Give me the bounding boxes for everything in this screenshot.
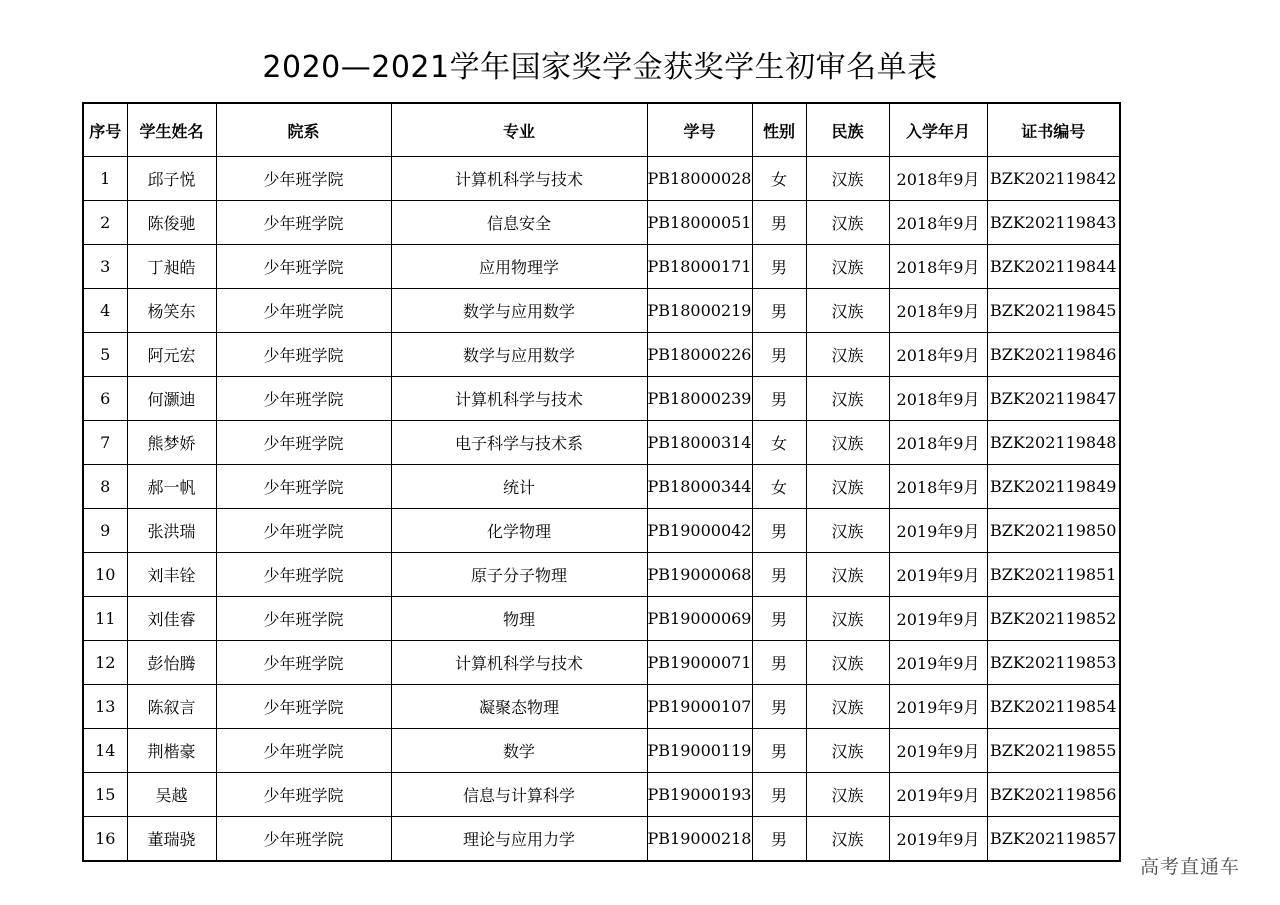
cell-certificate-number: BZK202119849 (987, 465, 1120, 509)
cell-gender: 男 (752, 245, 806, 289)
cell-student-id: PB19000042 (647, 509, 752, 553)
cell-enrollment-date: 2018年9月 (889, 333, 987, 377)
header-ethnicity: 民族 (806, 103, 889, 157)
cell-major: 计算机科学与技术 (391, 157, 647, 201)
cell-department: 少年班学院 (216, 157, 391, 201)
cell-certificate-number: BZK202119845 (987, 289, 1120, 333)
cell-student-id: PB19000069 (647, 597, 752, 641)
header-certificate-number: 证书编号 (987, 103, 1120, 157)
watermark-text: 高考直通车 (1140, 856, 1241, 878)
cell-index: 9 (83, 509, 127, 553)
cell-department: 少年班学院 (216, 289, 391, 333)
cell-student-name: 荆楷豪 (127, 729, 216, 773)
table-row (83, 333, 1120, 377)
scholarship-roster-table (82, 102, 1121, 862)
cell-enrollment-date: 2019年9月 (889, 729, 987, 773)
cell-major: 数学与应用数学 (391, 333, 647, 377)
cell-major: 理论与应用力学 (391, 817, 647, 862)
cell-student-name: 邱子悦 (127, 157, 216, 201)
cell-index: 10 (83, 553, 127, 597)
cell-certificate-number: BZK202119848 (987, 421, 1120, 465)
cell-department: 少年班学院 (216, 465, 391, 509)
cell-ethnicity: 汉族 (806, 817, 889, 862)
cell-certificate-number: BZK202119847 (987, 377, 1120, 421)
cell-major: 物理 (391, 597, 647, 641)
cell-student-name: 郝一帆 (127, 465, 216, 509)
cell-department: 少年班学院 (216, 597, 391, 641)
cell-enrollment-date: 2018年9月 (889, 245, 987, 289)
cell-certificate-number: BZK202119846 (987, 333, 1120, 377)
cell-index: 6 (83, 377, 127, 421)
cell-student-name: 何灏迪 (127, 377, 216, 421)
table-row (83, 201, 1120, 245)
cell-student-name: 陈俊驰 (127, 201, 216, 245)
cell-gender: 男 (752, 685, 806, 729)
cell-certificate-number: BZK202119842 (987, 157, 1120, 201)
cell-ethnicity: 汉族 (806, 685, 889, 729)
cell-index: 15 (83, 773, 127, 817)
cell-student-name: 阿元宏 (127, 333, 216, 377)
page-title: 2020—2021学年国家奖学金获奖学生初审名单表 (262, 50, 938, 85)
cell-enrollment-date: 2019年9月 (889, 817, 987, 862)
cell-student-id: PB19000218 (647, 817, 752, 862)
cell-department: 少年班学院 (216, 817, 391, 862)
cell-enrollment-date: 2018年9月 (889, 289, 987, 333)
cell-student-id: PB19000119 (647, 729, 752, 773)
table-row (83, 641, 1120, 685)
table-row (83, 773, 1120, 817)
cell-gender: 男 (752, 553, 806, 597)
cell-ethnicity: 汉族 (806, 201, 889, 245)
cell-student-name: 吴越 (127, 773, 216, 817)
cell-gender: 男 (752, 773, 806, 817)
header-department: 院系 (216, 103, 391, 157)
cell-department: 少年班学院 (216, 685, 391, 729)
cell-index: 14 (83, 729, 127, 773)
cell-department: 少年班学院 (216, 773, 391, 817)
cell-student-id: PB19000071 (647, 641, 752, 685)
cell-student-id: PB18000239 (647, 377, 752, 421)
header-index: 序号 (83, 103, 127, 157)
table-row (83, 157, 1120, 201)
cell-enrollment-date: 2019年9月 (889, 773, 987, 817)
table-row (83, 553, 1120, 597)
cell-major: 凝聚态物理 (391, 685, 647, 729)
cell-major: 计算机科学与技术 (391, 641, 647, 685)
cell-ethnicity: 汉族 (806, 641, 889, 685)
cell-gender: 男 (752, 817, 806, 862)
header-gender: 性别 (752, 103, 806, 157)
cell-major: 电子科学与技术系 (391, 421, 647, 465)
cell-enrollment-date: 2018年9月 (889, 201, 987, 245)
cell-enrollment-date: 2019年9月 (889, 641, 987, 685)
cell-index: 12 (83, 641, 127, 685)
cell-gender: 男 (752, 641, 806, 685)
cell-enrollment-date: 2018年9月 (889, 377, 987, 421)
cell-enrollment-date: 2019年9月 (889, 597, 987, 641)
table-row (83, 817, 1120, 862)
header-major: 专业 (391, 103, 647, 157)
cell-department: 少年班学院 (216, 421, 391, 465)
cell-ethnicity: 汉族 (806, 245, 889, 289)
cell-gender: 男 (752, 289, 806, 333)
table-row (83, 465, 1120, 509)
cell-enrollment-date: 2019年9月 (889, 685, 987, 729)
cell-ethnicity: 汉族 (806, 553, 889, 597)
cell-gender: 男 (752, 377, 806, 421)
cell-index: 7 (83, 421, 127, 465)
cell-major: 信息与计算科学 (391, 773, 647, 817)
cell-student-name: 丁昶皓 (127, 245, 216, 289)
cell-major: 数学 (391, 729, 647, 773)
table-body (83, 157, 1120, 862)
cell-student-name: 杨笑东 (127, 289, 216, 333)
cell-department: 少年班学院 (216, 333, 391, 377)
cell-major: 计算机科学与技术 (391, 377, 647, 421)
cell-major: 信息安全 (391, 201, 647, 245)
cell-gender: 男 (752, 201, 806, 245)
cell-ethnicity: 汉族 (806, 333, 889, 377)
header-student-name: 学生姓名 (127, 103, 216, 157)
cell-student-id: PB19000068 (647, 553, 752, 597)
cell-major: 统计 (391, 465, 647, 509)
cell-enrollment-date: 2018年9月 (889, 465, 987, 509)
cell-department: 少年班学院 (216, 509, 391, 553)
cell-student-name: 刘丰铨 (127, 553, 216, 597)
cell-enrollment-date: 2018年9月 (889, 421, 987, 465)
cell-index: 5 (83, 333, 127, 377)
cell-index: 8 (83, 465, 127, 509)
cell-certificate-number: BZK202119856 (987, 773, 1120, 817)
cell-student-id: PB18000051 (647, 201, 752, 245)
cell-gender: 女 (752, 157, 806, 201)
cell-certificate-number: BZK202119850 (987, 509, 1120, 553)
cell-enrollment-date: 2018年9月 (889, 157, 987, 201)
table-row (83, 685, 1120, 729)
cell-ethnicity: 汉族 (806, 289, 889, 333)
cell-ethnicity: 汉族 (806, 773, 889, 817)
table-row (83, 245, 1120, 289)
header-enrollment-date: 入学年月 (889, 103, 987, 157)
cell-ethnicity: 汉族 (806, 157, 889, 201)
cell-index: 13 (83, 685, 127, 729)
cell-index: 16 (83, 817, 127, 862)
cell-student-name: 董瑞骁 (127, 817, 216, 862)
cell-index: 11 (83, 597, 127, 641)
cell-index: 2 (83, 201, 127, 245)
cell-department: 少年班学院 (216, 201, 391, 245)
table-row (83, 377, 1120, 421)
cell-student-id: PB18000028 (647, 157, 752, 201)
cell-gender: 男 (752, 597, 806, 641)
cell-student-name: 熊梦娇 (127, 421, 216, 465)
cell-student-name: 彭怡腾 (127, 641, 216, 685)
cell-student-name: 陈叙言 (127, 685, 216, 729)
cell-ethnicity: 汉族 (806, 597, 889, 641)
cell-certificate-number: BZK202119855 (987, 729, 1120, 773)
cell-gender: 女 (752, 465, 806, 509)
cell-student-id: PB19000193 (647, 773, 752, 817)
cell-index: 4 (83, 289, 127, 333)
cell-student-id: PB18000344 (647, 465, 752, 509)
table-row (83, 421, 1120, 465)
cell-enrollment-date: 2019年9月 (889, 553, 987, 597)
cell-index: 1 (83, 157, 127, 201)
cell-student-id: PB18000171 (647, 245, 752, 289)
table-row (83, 729, 1120, 773)
cell-student-id: PB19000107 (647, 685, 752, 729)
cell-department: 少年班学院 (216, 553, 391, 597)
header-row (83, 103, 1120, 157)
cell-major: 数学与应用数学 (391, 289, 647, 333)
cell-major: 原子分子物理 (391, 553, 647, 597)
cell-department: 少年班学院 (216, 641, 391, 685)
cell-certificate-number: BZK202119857 (987, 817, 1120, 862)
cell-ethnicity: 汉族 (806, 465, 889, 509)
cell-certificate-number: BZK202119854 (987, 685, 1120, 729)
cell-student-id: PB18000219 (647, 289, 752, 333)
cell-gender: 男 (752, 729, 806, 773)
cell-department: 少年班学院 (216, 245, 391, 289)
cell-ethnicity: 汉族 (806, 421, 889, 465)
cell-student-id: PB18000314 (647, 421, 752, 465)
cell-department: 少年班学院 (216, 377, 391, 421)
header-student-id: 学号 (647, 103, 752, 157)
cell-major: 应用物理学 (391, 245, 647, 289)
cell-gender: 男 (752, 509, 806, 553)
cell-student-id: PB18000226 (647, 333, 752, 377)
cell-student-name: 刘佳睿 (127, 597, 216, 641)
cell-certificate-number: BZK202119853 (987, 641, 1120, 685)
cell-gender: 男 (752, 333, 806, 377)
table-row (83, 289, 1120, 333)
cell-certificate-number: BZK202119851 (987, 553, 1120, 597)
cell-ethnicity: 汉族 (806, 509, 889, 553)
cell-certificate-number: BZK202119844 (987, 245, 1120, 289)
table-row (83, 597, 1120, 641)
cell-major: 化学物理 (391, 509, 647, 553)
cell-certificate-number: BZK202119843 (987, 201, 1120, 245)
cell-department: 少年班学院 (216, 729, 391, 773)
table-row (83, 509, 1120, 553)
cell-certificate-number: BZK202119852 (987, 597, 1120, 641)
cell-gender: 女 (752, 421, 806, 465)
cell-index: 3 (83, 245, 127, 289)
cell-enrollment-date: 2019年9月 (889, 509, 987, 553)
cell-ethnicity: 汉族 (806, 377, 889, 421)
cell-student-name: 张洪瑞 (127, 509, 216, 553)
cell-ethnicity: 汉族 (806, 729, 889, 773)
